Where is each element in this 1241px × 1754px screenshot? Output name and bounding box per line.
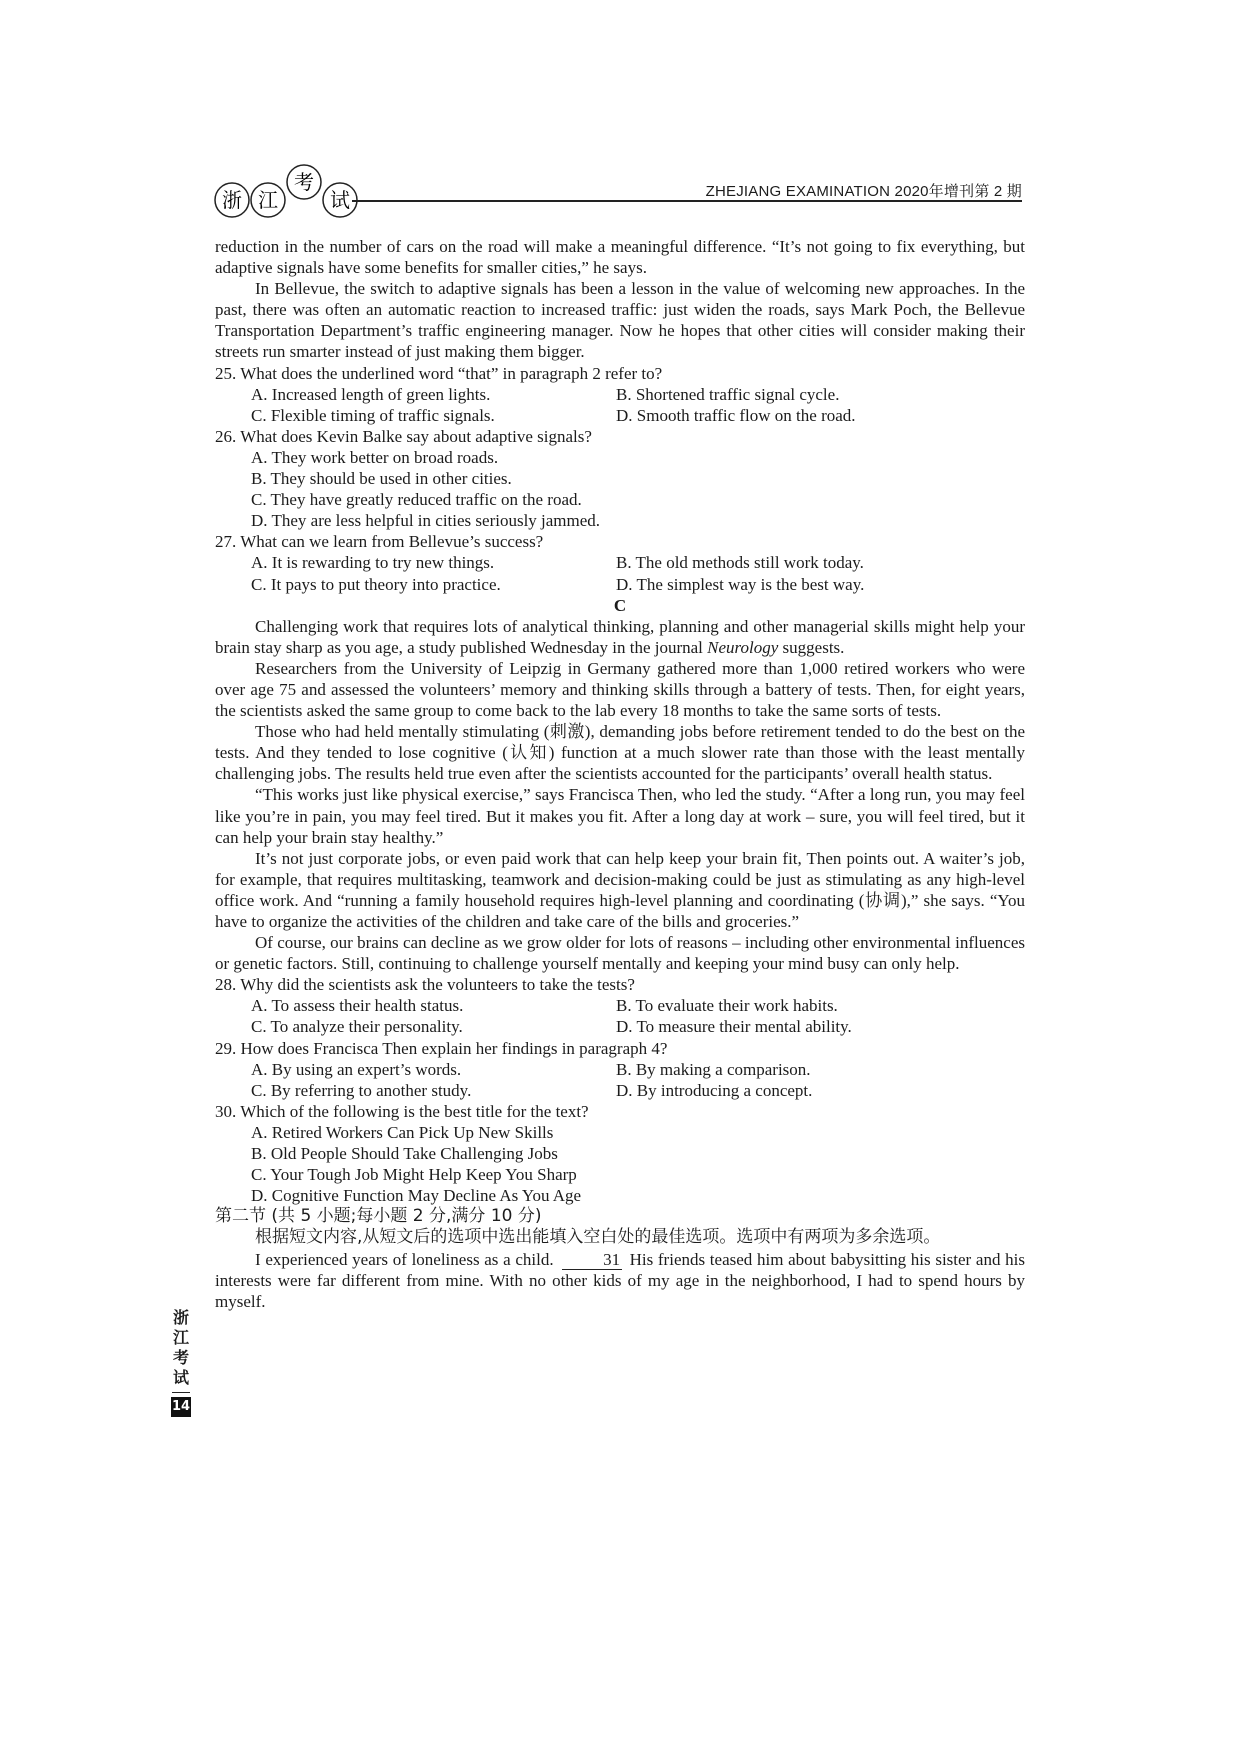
option: B. They should be used in other cities. xyxy=(251,469,512,489)
option: A. To assess their health status. xyxy=(251,996,464,1016)
logo-char: 江 xyxy=(258,188,278,212)
question-29 xyxy=(215,1038,1025,1101)
question-stem: 26. What does Kevin Balke say about adaptive signals? xyxy=(215,426,592,446)
paragraph: Of course, our brains can decline as we grow older for lots of reasons – including other environmental influences or genetic factors. Still, continuing to challenge yourself mentally and keeping your mind busy can only help. xyxy=(215,933,1025,974)
options xyxy=(215,1122,1025,1206)
text-run: I experienced years of loneliness as a child. xyxy=(255,1249,554,1269)
question-stem: 27. What can we learn from Bellevue’s success? xyxy=(215,532,544,552)
option: A. Retired Workers Can Pick Up New Skills xyxy=(251,1122,554,1142)
options xyxy=(215,384,1025,426)
question-30 xyxy=(215,1101,1025,1206)
option: D. The simplest way is the best way. xyxy=(616,574,865,594)
option: C. They have greatly reduced traffic on the road. xyxy=(251,490,582,510)
page-header xyxy=(212,160,1022,220)
side-rule xyxy=(172,1392,190,1393)
paragraph: In Bellevue, the switch to adaptive signals has been a lesson in the value of welcoming new approaches. In the past, there was often an automatic reaction to increased traffic: just widen the roads, says Mark Poch, the Bellevue Transportation Department’s traffic engineering manager. Now he hopes that other cities will consider making their streets run smarter instead of just making them bigger. xyxy=(215,279,1025,362)
logo-char: 考 xyxy=(294,170,314,194)
part2-instruction: 根据短文内容,从短文后的选项中选出能填入空白处的最佳选项。选项中有两项为多余选项。 xyxy=(255,1227,941,1248)
question-25 xyxy=(215,363,1025,426)
option: A. It is rewarding to try new things. xyxy=(251,553,495,573)
logo-char: 浙 xyxy=(222,188,242,212)
text-run: His friends teased him about babysitting his sister and his interests were far different from mine. With no other kids of my age in the neighborhood, I had to spend hours by myself. xyxy=(215,1249,1025,1311)
paragraph: reduction in the number of cars on the road will make a meaningful difference. “It’s not going to fix everything, but adaptive signals have some benefits for smaller cities,” he says. xyxy=(215,237,1025,278)
question-26 xyxy=(215,426,1025,531)
question-stem: 25. What does the underlined word “that” in paragraph 2 refer to? xyxy=(215,363,663,383)
blank-31: 31 xyxy=(562,1251,622,1270)
question-stem: 29. How does Francisca Then explain her findings in paragraph 4? xyxy=(215,1038,668,1058)
option: C. By referring to another study. xyxy=(251,1080,472,1100)
text-run: Challenging work that requires lots of analytical thinking, planning and other managerial skills might help your brain stay sharp as you age, a study published Wednesday in the journal xyxy=(215,616,1025,657)
side-char: 考 xyxy=(172,1348,189,1367)
side-label xyxy=(170,1308,192,1417)
text-run: suggests. xyxy=(778,637,845,657)
option: D. They are less helpful in cities seriously jammed. xyxy=(251,511,601,531)
option: B. Shortened traffic signal cycle. xyxy=(616,384,840,404)
paragraph: “This works just like physical exercise,” says Francisca Then, who led the study. “After a long run, you may feel like you’re in pain, you may feel tired. But it makes you fit. After a long day at work – sure, you will feel tired, but it can help your brain stay healthy.” xyxy=(215,785,1025,847)
paragraph xyxy=(215,1249,1025,1312)
side-char: 试 xyxy=(172,1368,189,1387)
option: D. To measure their mental ability. xyxy=(616,1017,852,1037)
section-heading: C xyxy=(613,595,627,615)
page-number: 14 xyxy=(171,1397,191,1417)
side-char: 浙 xyxy=(172,1308,189,1327)
paragraph xyxy=(215,616,1025,658)
page-content xyxy=(215,236,1025,1312)
question-stem: 28. Why did the scientists ask the volunteers to take the tests? xyxy=(215,975,635,995)
option: C. It pays to put theory into practice. xyxy=(251,574,501,594)
option: C. Your Tough Job Might Help Keep You Sharp xyxy=(251,1165,577,1185)
paragraph: Those who had held mentally stimulating (刺激), demanding jobs before retirement tended to do the best on the tests. And they tended to lose cognitive (认知) function at a much slower rate than those with the least mentally challenging jobs. The results held true even after the scientists accounted for the participants’ overall health status. xyxy=(215,722,1025,784)
option: D. Smooth traffic flow on the road. xyxy=(616,405,856,425)
side-char: 江 xyxy=(172,1328,189,1347)
option: B. To evaluate their work habits. xyxy=(616,996,838,1016)
journal-name: Neurology xyxy=(707,637,779,657)
option: A. Increased length of green lights. xyxy=(251,384,491,404)
question-28 xyxy=(215,974,1025,1037)
question-27 xyxy=(215,531,1025,594)
option: D. By introducing a concept. xyxy=(616,1080,813,1100)
option: A. By using an expert’s words. xyxy=(251,1059,462,1079)
paragraph: It’s not just corporate jobs, or even paid work that can help keep your brain fit, Then points out. A waiter’s job, for example, that requires multitasking, teamwork and decision-making could be just as stimulating as any high-level office work. And “running a family household requires high-level planning and coordinating (协调),” she says. “You have to organize the activities of the children and take care of the bills and groceries.” xyxy=(215,848,1025,931)
options xyxy=(215,552,1025,594)
option: B. Old People Should Take Challenging Jobs xyxy=(251,1144,558,1164)
options xyxy=(215,1059,1025,1101)
logo-char: 试 xyxy=(330,188,350,212)
options xyxy=(215,447,1025,531)
option: A. They work better on broad roads. xyxy=(251,447,499,467)
options xyxy=(215,995,1025,1037)
paragraph: Researchers from the University of Leipzig in Germany gathered more than 1,000 retired workers who were over age 75 and assessed the volunteers’ memory and thinking skills through a battery of tests. Then, for eight years, the scientists asked the same group to come back to the lab every 18 months to take the same sorts of tests. xyxy=(215,658,1025,721)
option: C. Flexible timing of traffic signals. xyxy=(251,405,495,425)
zhejiang-exam-logo xyxy=(212,160,372,220)
part2-heading: 第二节 (共 5 小题;每小题 2 分,满分 10 分) xyxy=(215,1206,542,1227)
option: B. The old methods still work today. xyxy=(616,553,864,573)
option: C. To analyze their personality. xyxy=(251,1017,463,1037)
option: B. By making a comparison. xyxy=(616,1059,811,1079)
option: D. Cognitive Function May Decline As You Age xyxy=(251,1186,582,1206)
question-stem: 30. Which of the following is the best title for the text? xyxy=(215,1101,589,1121)
journal-title: ZHEJIANG EXAMINATION 2020年增刊第 2 期 xyxy=(705,183,1022,200)
